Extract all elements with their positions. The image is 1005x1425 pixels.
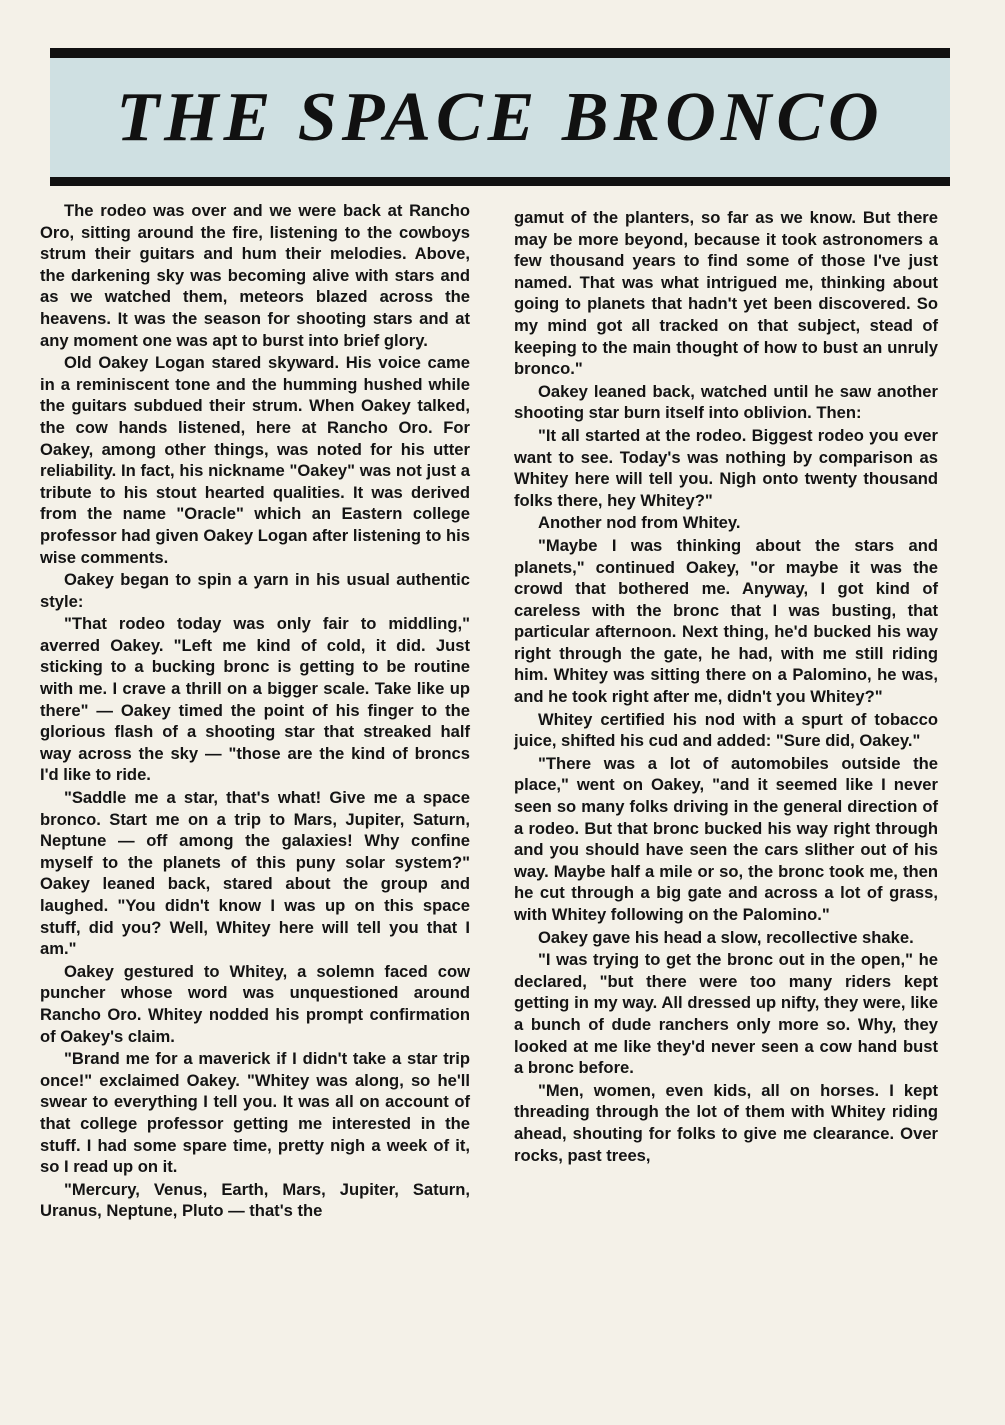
paragraph: gamut of the planters, so far as we know. But there may be more beyond, because it took astronomers a few thousand years to find some of those I've just named. That was what intrigued me, thinking about going to planets that hadn't yet been discovered. So my mind got all tracked on that subject, stead of keeping to the main thought of how to bust an unruly bronco." (514, 208, 938, 379)
paragraph: "That rodeo today was only fair to middling," averred Oakey. "Left me kind of cold, it did. Just sticking to a bucking bronc is getting to be routine with me. I crave a thrill on a bigger scale. Take like up there" — Oakey timed the point of his finger to the glorious flash of a shooting star that streaked half way across the sky — "those are the kind of broncs I'd like to ride. (40, 614, 470, 785)
paragraph: "There was a lot of automobiles outside the place," went on Oakey, "and it seemed like I never seen so many folks driving in the general direction of a rodeo. But that bronc bucked his way right through and you should have seen the cars slither out of his way. Maybe half a mile or so, the bronc took me, then he cut through a big gate and across a lot of grass, with Whitey following on the Palomino." (514, 753, 938, 924)
story-title: THE SPACE BRONCO (116, 78, 884, 156)
paragraph: Another nod from Whitey. (538, 513, 741, 533)
paragraph: Oakey gave his head a slow, recollective shake. (538, 927, 914, 947)
paragraph: "Brand me for a maverick if I didn't take a star trip once!" exclaimed Oakey. "Whitey was along, so he'll swear to everything I tell you. It was all on account of that college professor getting me interested in the stuff. I had some spare time, pretty nigh a week of it, so I read up on it. (40, 1049, 470, 1177)
paragraph: "Men, women, even kids, all on horses. I kept threading through the lot of them with Whitey riding ahead, shouting for folks to give me clearance. Over rocks, past trees, (514, 1080, 938, 1165)
title-banner (50, 48, 950, 186)
paragraph: Oakey began to spin a yarn in his usual authentic style: (40, 570, 470, 611)
paragraph: "Maybe I was thinking about the stars and planets," continued Oakey, "or maybe it was the crowd that bothered me. Anyway, I got kind of careless with the bronc that I was busting, that particular afternoon. Next thing, he'd bucked his way right through the gate, he had, with me still riding him. Whitey was sitting there on a Palomino, he was, and he took right after me, didn't you Whitey?" (514, 535, 938, 707)
paragraph: "Saddle me a star, that's what! Give me a space bronco. Start me on a trip to Mars, Jupiter, Saturn, Neptune — off among the galaxies! Why confine myself to the planets of this puny solar system?" Oakey leaned back, stared about the group and laughed. "You didn't know I was up on this space stuff, did you? Well, Whitey here will tell you that I am." (40, 788, 470, 959)
paragraph: Oakey gestured to Whitey, a solemn faced cow puncher whose word was unquestioned around Rancho Oro. Whitey nodded his prompt confirmation of Oakey's claim. (40, 961, 470, 1046)
paragraph: Whitey certified his nod with a spurt of tobacco juice, shifted his cud and added: "Sure did, Oakey." (514, 709, 938, 751)
paragraph: "It all started at the rodeo. Biggest rodeo you ever want to see. Today's was nothing by comparison as Whitey here will tell you. Nigh onto twenty thousand folks there, hey Whitey?" (514, 425, 938, 510)
paragraph: The rodeo was over and we were back at Rancho Oro, sitting around the fire, listening to the cowboys strum their guitars and hum their melodies. Above, the darkening sky was becoming alive with stars and as we watched them, meteors blazed across the heavens. It was the season for shooting stars and at any moment one was apt to burst into brief glory. (40, 201, 470, 350)
paragraph: "Mercury, Venus, Earth, Mars, Jupiter, Saturn, Uranus, Neptune, Pluto — that's the (40, 1179, 470, 1221)
paragraph: "I was trying to get the bronc out in the open," he declared, "but there were too many riders kept getting in my way. All dressed up nifty, they were, like a bunch of dude ranchers only more so. Why, they looked at me like they'd never seen a cow hand bust a bronc before. (514, 950, 938, 1078)
paragraph: Oakey leaned back, watched until he saw another shooting star burn itself into oblivion. Then: (514, 381, 938, 423)
paragraph: Old Oakey Logan stared skyward. His voice came in a reminiscent tone and the humming hushed while the guitars subdued their strum. When Oakey talked, the cow hands listened, here at Rancho Oro. For Oakey, among other things, was noted for his utter reliability. In fact, his nickname "Oakey" was not just a tribute to his stout hearted qualities. It was derived from the name "Oracle" which an Eastern college professor had given Oakey Logan after listening to his wise comments. (40, 353, 470, 567)
right-column (514, 207, 938, 1166)
left-column (40, 200, 470, 1222)
